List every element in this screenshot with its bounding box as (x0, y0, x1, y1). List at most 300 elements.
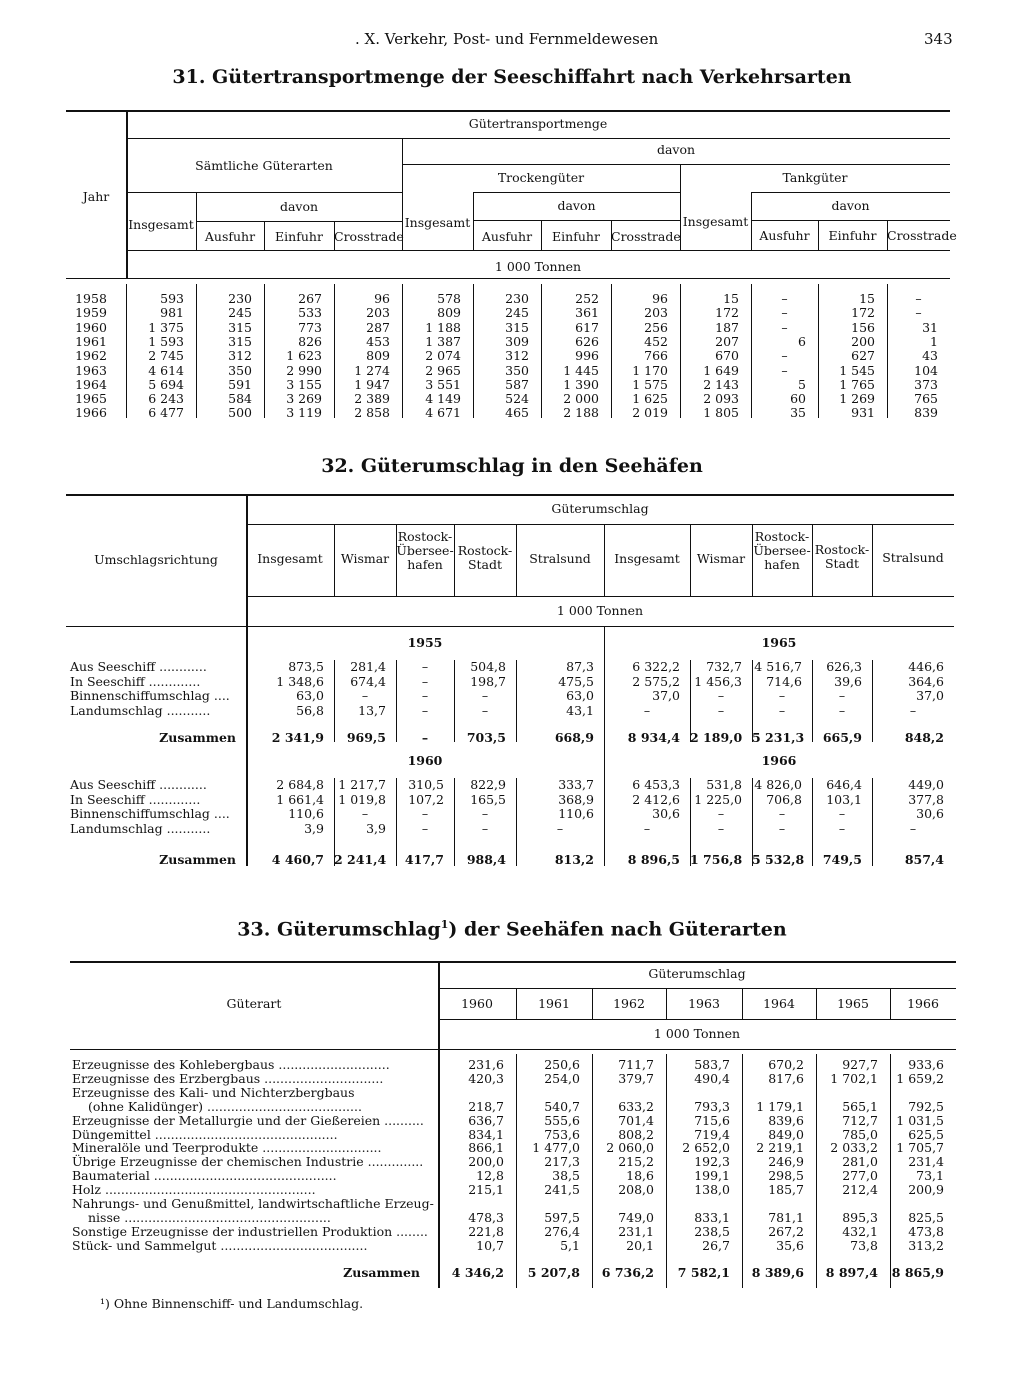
value-cell: 453 (366, 333, 390, 349)
value-cell: – (781, 319, 788, 335)
value-cell: 1 661,4 (276, 791, 324, 807)
value-cell: 165,5 (470, 791, 506, 807)
value-cell: 1 031,5 (896, 1113, 944, 1128)
value-cell: – (556, 820, 564, 836)
value-cell: 531,8 (706, 777, 742, 792)
value-cell: 636,7 (468, 1113, 504, 1128)
year-header: 1966 (907, 996, 939, 1011)
value-cell: – (421, 702, 429, 718)
value-cell: 2 965 (425, 362, 461, 378)
header-insgesamt-tank: Insgesamt (682, 214, 749, 229)
header-guetertransport: Gütertransportmenge (468, 116, 608, 131)
year-header-right: 1965 (761, 635, 797, 650)
value-cell: – (778, 820, 786, 836)
value-cell: – (915, 291, 922, 306)
value-cell: 215,1 (468, 1182, 504, 1197)
value-cell: 35,6 (776, 1238, 804, 1253)
value-cell: 452 (644, 333, 668, 349)
value-cell: 446,6 (908, 659, 944, 674)
value-cell: 817,6 (768, 1071, 804, 1086)
row-label: Erzeugnisse des Erzbergbaus .............................. (72, 1071, 384, 1086)
h32-rostock-ueb-2: Rostock- Übersee- hafen (753, 529, 811, 572)
value-cell: 231,6 (468, 1057, 504, 1072)
row-label: Sonstige Erzeugnisse der industriellen Produktion ........ (72, 1224, 428, 1239)
value-cell: 4 149 (425, 391, 461, 407)
unit-label-31: 1 000 Tonnen (494, 259, 582, 274)
total-cell: 2 241,4 (334, 852, 387, 867)
total-cell: 417,7 (404, 852, 444, 867)
value-cell: 6 453,3 (632, 777, 680, 792)
value-cell: 333,7 (558, 777, 594, 792)
year-header-right: 1966 (761, 753, 797, 768)
year-header: 1960 (461, 996, 493, 1011)
value-cell: 701,4 (618, 1113, 654, 1128)
value-cell: 1 188 (425, 319, 461, 335)
value-cell: 350 (228, 362, 252, 378)
value-cell: 63,0 (296, 688, 324, 703)
header-einfuhr-all: Einfuhr (275, 229, 323, 244)
row-label: In Seeschiff ............. (70, 791, 201, 807)
total-cell: 5 231,3 (752, 730, 805, 745)
header-richtung: Umschlagsrichtung (94, 552, 218, 567)
value-cell: 312 (228, 348, 252, 364)
total-cell: 5 532,8 (752, 852, 805, 867)
row-label: Binnenschiffumschlag .... (70, 806, 230, 821)
value-cell: 578 (437, 291, 461, 306)
value-cell: 2 033,2 (830, 1140, 878, 1155)
value-cell: 241,5 (544, 1182, 580, 1197)
value-cell: – (778, 702, 786, 718)
header-ausfuhr-all: Ausfuhr (204, 229, 256, 244)
value-cell: 43,1 (566, 702, 594, 718)
value-cell: 230 (228, 291, 252, 306)
value-cell: 5,1 (560, 1238, 580, 1253)
value-cell: 3 119 (286, 405, 322, 421)
total-cell: 8 934,4 (627, 730, 680, 745)
value-cell: 3 155 (286, 376, 322, 392)
h32-insgesamt-1: Insgesamt (257, 551, 323, 566)
value-cell: 1 269 (839, 391, 875, 407)
row-label: Nahrungs- und Genußmittel, landwirtschaftliche Erzeug- (72, 1196, 434, 1211)
value-cell: 15 (859, 291, 875, 306)
total-label: Zusammen (159, 730, 236, 745)
row-label: Holz ..................................................... (72, 1182, 316, 1197)
value-cell: 895,3 (842, 1210, 878, 1225)
value-cell: 849,0 (768, 1127, 804, 1142)
year-header: 1964 (763, 996, 795, 1011)
value-cell: 3,9 (304, 820, 324, 836)
value-cell: 473,8 (908, 1224, 944, 1239)
value-cell: 1 019,8 (338, 791, 386, 807)
value-cell: 809 (366, 348, 390, 364)
value-cell: – (778, 688, 786, 703)
header-insgesamt-all: Insgesamt (128, 217, 194, 232)
total-cell: 4 346,2 (451, 1265, 504, 1280)
total-cell: 848,2 (904, 730, 944, 745)
total-cell: 2 341,9 (271, 730, 324, 745)
row-label: Binnenschiffumschlag .... (70, 688, 230, 703)
value-cell: 5 (798, 376, 806, 392)
value-cell: 3 551 (425, 376, 461, 392)
unit-label-32: 1 000 Tonnen (556, 603, 644, 618)
year-header: 1963 (688, 996, 720, 1011)
total-cell: 8 865,9 (891, 1265, 944, 1280)
value-cell: 73,1 (916, 1168, 944, 1183)
value-cell: – (361, 688, 369, 703)
value-cell: 714,6 (766, 673, 802, 689)
value-cell: 230 (505, 291, 529, 306)
value-cell: 4 516,7 (754, 659, 802, 674)
value-cell: – (838, 688, 846, 703)
value-cell: 781,1 (768, 1210, 804, 1225)
value-cell: 593 (160, 291, 184, 306)
value-cell: 18,6 (626, 1168, 654, 1183)
value-cell: 245 (505, 305, 529, 321)
value-cell: – (717, 820, 725, 836)
table-33-title: 33. Güterumschlag$^1$) der Seehäfen nach Güterarten (237, 918, 787, 941)
value-cell: 6 477 (148, 405, 184, 421)
value-cell: 4 671 (425, 405, 461, 421)
value-cell: 2 000 (563, 391, 599, 407)
value-cell: 138,0 (694, 1182, 730, 1197)
year-cell: 1958 (75, 291, 107, 306)
value-cell: 1 805 (703, 405, 739, 421)
value-cell: 2 019 (632, 405, 668, 421)
value-cell: 350 (505, 362, 529, 378)
header-insgesamt-trocken: Insgesamt (404, 215, 471, 230)
total-cell: 969,5 (346, 730, 386, 745)
value-cell: 2 745 (148, 348, 184, 364)
value-cell: 246,9 (768, 1154, 804, 1169)
total-cell: 813,2 (554, 852, 594, 867)
value-cell: 715,6 (694, 1113, 730, 1128)
row-label: Mineralöle und Teerprodukte .............................. (72, 1140, 382, 1155)
value-cell: 215,2 (618, 1154, 654, 1169)
value-cell: 834,1 (468, 1127, 504, 1142)
row-label: In Seeschiff ............. (70, 673, 201, 689)
value-cell: 1 575 (632, 376, 668, 392)
value-cell: 808,2 (618, 1127, 654, 1142)
row-label: (ohne Kalidünger) ....................................... (88, 1099, 362, 1114)
value-cell: 1 649 (703, 362, 739, 378)
value-cell: 187 (715, 319, 739, 335)
value-cell: – (421, 820, 429, 836)
row-label: Übrige Erzeugnisse der chemischen Industrie .............. (72, 1154, 424, 1169)
total-cell: 5 207,8 (527, 1265, 580, 1280)
value-cell: 2 389 (354, 391, 390, 407)
value-cell: 826 (298, 333, 322, 349)
value-cell: 2 684,8 (276, 777, 324, 792)
value-cell: 626,3 (826, 659, 862, 674)
value-cell: 719,4 (694, 1127, 730, 1142)
value-cell: 207 (715, 333, 739, 349)
value-cell: 30,6 (652, 806, 680, 821)
value-cell: 793,3 (694, 1099, 730, 1114)
value-cell: 1 225,0 (694, 791, 742, 807)
value-cell: 540,7 (544, 1099, 580, 1114)
value-cell: 277,0 (842, 1168, 878, 1183)
value-cell: 4 826,0 (754, 777, 802, 792)
value-cell: 1 659,2 (896, 1071, 944, 1086)
value-cell: 591 (228, 376, 252, 392)
value-cell: 377,8 (908, 791, 944, 807)
value-cell: 866,1 (468, 1140, 504, 1155)
value-cell: 281,0 (842, 1154, 878, 1169)
year-cell: 1963 (75, 362, 107, 378)
value-cell: 309 (505, 333, 529, 349)
h32-insgesamt-2: Insgesamt (614, 551, 680, 566)
value-cell: 276,4 (544, 1224, 580, 1239)
value-cell: 555,6 (544, 1113, 580, 1128)
value-cell: 87,3 (566, 659, 594, 674)
value-cell: 315 (505, 319, 529, 335)
value-cell: 185,7 (768, 1182, 804, 1197)
value-cell: 766 (644, 348, 668, 364)
value-cell: 792,5 (908, 1099, 944, 1114)
value-cell: 670,2 (768, 1057, 804, 1072)
value-cell: 231,1 (618, 1224, 654, 1239)
value-cell: 5 694 (148, 376, 184, 392)
value-cell: 156 (851, 319, 875, 335)
value-cell: 2 093 (703, 391, 739, 407)
value-cell: 981 (160, 305, 184, 321)
value-cell: 379,7 (618, 1071, 654, 1086)
value-cell: 2 074 (425, 348, 461, 364)
value-cell: – (838, 820, 846, 836)
row-label: Erzeugnisse des Kali- und Nichterzbergbaus (72, 1085, 355, 1100)
value-cell: 315 (228, 333, 252, 349)
value-cell: 73,8 (850, 1238, 878, 1253)
value-cell: 39,6 (834, 673, 862, 689)
value-cell: 646,4 (826, 777, 862, 792)
value-cell: 1 705,7 (896, 1140, 944, 1155)
value-cell: – (643, 820, 651, 836)
value-cell: 1 445 (563, 362, 599, 378)
header-davon-tank: davon (831, 198, 870, 213)
table-32-title: 32. Güterumschlag in den Seehäfen (321, 455, 703, 477)
year-header-left: 1955 (407, 635, 443, 650)
value-cell: 597,5 (544, 1210, 580, 1225)
value-cell: 1 390 (563, 376, 599, 392)
value-cell: 449,0 (908, 777, 944, 792)
value-cell: 765 (914, 391, 938, 407)
year-cell: 1966 (75, 405, 107, 421)
row-label: Aus Seeschiff ............ (70, 777, 207, 792)
value-cell: 208,0 (618, 1182, 654, 1197)
value-cell: 504,8 (470, 659, 506, 674)
value-cell: 104 (914, 362, 938, 378)
value-cell: 626 (575, 333, 599, 349)
value-cell: 37,0 (916, 688, 944, 703)
value-cell: 933,6 (908, 1057, 944, 1072)
total-cell: 703,5 (466, 730, 506, 745)
value-cell: 1 456,3 (694, 673, 742, 689)
value-cell: – (481, 688, 489, 703)
row-label: Aus Seeschiff ............ (70, 659, 207, 674)
year-header: 1962 (613, 996, 645, 1011)
year-cell: 1961 (75, 333, 107, 349)
value-cell: 4 614 (148, 362, 184, 378)
value-cell: 26,7 (702, 1238, 730, 1253)
value-cell: – (481, 702, 489, 718)
year-cell: 1965 (75, 391, 107, 407)
value-cell: 873,5 (288, 659, 324, 674)
value-cell: 10,7 (476, 1238, 504, 1253)
value-cell: 2 219,1 (756, 1140, 804, 1155)
value-cell: 1 545 (839, 362, 875, 378)
header-guterart: Güterart (226, 996, 282, 1011)
value-cell: – (778, 806, 786, 821)
value-cell: 584 (228, 391, 252, 407)
value-cell: 203 (366, 305, 390, 321)
h32-wismar-1: Wismar (340, 551, 390, 566)
row-label: Baumaterial .............................................. (72, 1168, 337, 1183)
total-cell: 1 756,8 (690, 852, 743, 867)
value-cell: 1 623 (286, 348, 322, 364)
value-cell: 254,0 (544, 1071, 580, 1086)
value-cell: 37,0 (652, 688, 680, 703)
value-cell: 63,0 (566, 688, 594, 703)
value-cell: 2 858 (354, 405, 390, 421)
value-cell: 565,1 (842, 1099, 878, 1114)
value-cell: 1 348,6 (276, 673, 324, 689)
year-cell: 1964 (75, 376, 107, 392)
row-label: Landumschlag ........... (70, 820, 211, 836)
header-davon-main: davon (656, 142, 696, 157)
value-cell: 200 (851, 333, 875, 349)
value-cell: 1 593 (148, 333, 184, 349)
value-cell: 312 (505, 348, 529, 364)
value-cell: 198,7 (470, 673, 506, 689)
value-cell: 839,6 (768, 1113, 804, 1128)
value-cell: 212,4 (842, 1182, 878, 1197)
value-cell: – (361, 806, 369, 821)
value-cell: 1 179,1 (756, 1099, 804, 1114)
value-cell: 20,1 (626, 1238, 654, 1253)
value-cell: 753,6 (544, 1127, 580, 1142)
value-cell: 200,9 (908, 1182, 944, 1197)
value-cell: 670 (715, 348, 739, 364)
page-number: 343 (924, 30, 953, 48)
value-cell: 674,4 (350, 673, 386, 689)
value-cell: 1 765 (839, 376, 875, 392)
value-cell: 706,8 (766, 791, 802, 807)
value-cell: 420,3 (468, 1071, 504, 1086)
value-cell: 2 188 (563, 405, 599, 421)
value-cell: 625,5 (908, 1127, 944, 1142)
value-cell: 3 269 (286, 391, 322, 407)
row-label: Erzeugnisse des Kohlebergbaus ............................ (72, 1057, 390, 1072)
value-cell: 267 (298, 291, 322, 306)
header-saemtliche: Sämtliche Güterarten (195, 158, 333, 173)
year-header-left: 1960 (407, 753, 443, 768)
value-cell: 231,4 (908, 1154, 944, 1169)
value-cell: 996 (575, 348, 599, 364)
total-label: Zusammen (343, 1265, 420, 1280)
value-cell: 617 (575, 319, 599, 335)
value-cell: – (421, 673, 429, 689)
value-cell: 315 (228, 319, 252, 335)
value-cell: 2 060,0 (606, 1140, 654, 1155)
total-cell: – (421, 730, 429, 745)
value-cell: 281,4 (350, 659, 386, 674)
row-label: Düngemittel .............................................. (72, 1127, 338, 1142)
value-cell: 221,8 (468, 1224, 504, 1239)
h32-stralsund-1: Stralsund (529, 551, 591, 566)
value-cell: 773 (298, 319, 322, 335)
total-label: Zusammen (159, 852, 236, 867)
value-cell: 218,7 (468, 1099, 504, 1114)
value-cell: 110,6 (558, 806, 594, 821)
value-cell: 6 (798, 333, 806, 349)
year-cell: 1960 (75, 319, 107, 335)
header-crosstrade-all: Crosstrade (334, 229, 404, 244)
value-cell: 6 322,2 (632, 659, 680, 674)
value-cell: – (421, 659, 429, 674)
value-cell: 1 477,0 (532, 1140, 580, 1155)
value-cell: – (909, 702, 917, 718)
total-cell: 988,4 (466, 852, 506, 867)
value-cell: 12,8 (476, 1168, 504, 1183)
row-label: Erzeugnisse der Metallurgie und der Gießereien .......... (72, 1113, 424, 1128)
h32-rostock-st-2: Rostock- Stadt (814, 542, 870, 571)
value-cell: – (781, 305, 788, 321)
header-davon-trocken: davon (557, 198, 596, 213)
value-cell: 250,6 (544, 1057, 580, 1072)
value-cell: – (481, 806, 489, 821)
header-guterumschlag-33: Güterumschlag (648, 966, 746, 981)
value-cell: – (781, 362, 788, 378)
value-cell: 203 (644, 305, 668, 321)
unit-label-33: 1 000 Tonnen (653, 1026, 741, 1041)
header-trocken: Trockengüter (497, 170, 585, 185)
value-cell: 633,2 (618, 1099, 654, 1114)
value-cell: 13,7 (358, 702, 386, 718)
value-cell: 217,3 (544, 1154, 580, 1169)
value-cell: 56,8 (296, 702, 324, 718)
value-cell: 172 (715, 305, 739, 321)
value-cell: 373 (914, 376, 938, 392)
value-cell: 38,5 (552, 1168, 580, 1183)
total-cell: 8 897,4 (825, 1265, 878, 1280)
h32-wismar-2: Wismar (696, 551, 746, 566)
header-ausfuhr-trocken: Ausfuhr (481, 229, 533, 244)
value-cell: 2 143 (703, 376, 739, 392)
total-cell: 6 736,2 (601, 1265, 654, 1280)
running-head: . X. Verkehr, Post- und Fernmeldewesen (355, 30, 659, 48)
value-cell: – (717, 806, 725, 821)
value-cell: 524 (505, 391, 529, 407)
value-cell: 245 (228, 305, 252, 321)
header-jahr: Jahr (82, 189, 110, 204)
header-crosstrade-tank: Crosstrade (887, 228, 957, 243)
total-cell: 8 389,6 (751, 1265, 804, 1280)
value-cell: 583,7 (694, 1057, 730, 1072)
value-cell: 2 990 (286, 362, 322, 378)
value-cell: 43 (922, 348, 938, 364)
value-cell: – (421, 688, 429, 703)
value-cell: 749,0 (618, 1210, 654, 1225)
table-31-title: 31. Gütertransportmenge der Seeschiffahrt nach Verkehrsarten (172, 66, 852, 88)
year-header: 1965 (837, 996, 869, 1011)
value-cell: 310,5 (408, 777, 444, 792)
value-cell: 256 (644, 319, 668, 335)
value-cell: 1 170 (632, 362, 668, 378)
year-cell: 1959 (75, 305, 107, 321)
value-cell: 31 (922, 319, 938, 335)
value-cell: 2 652,0 (682, 1140, 730, 1155)
value-cell: 1 702,1 (830, 1071, 878, 1086)
